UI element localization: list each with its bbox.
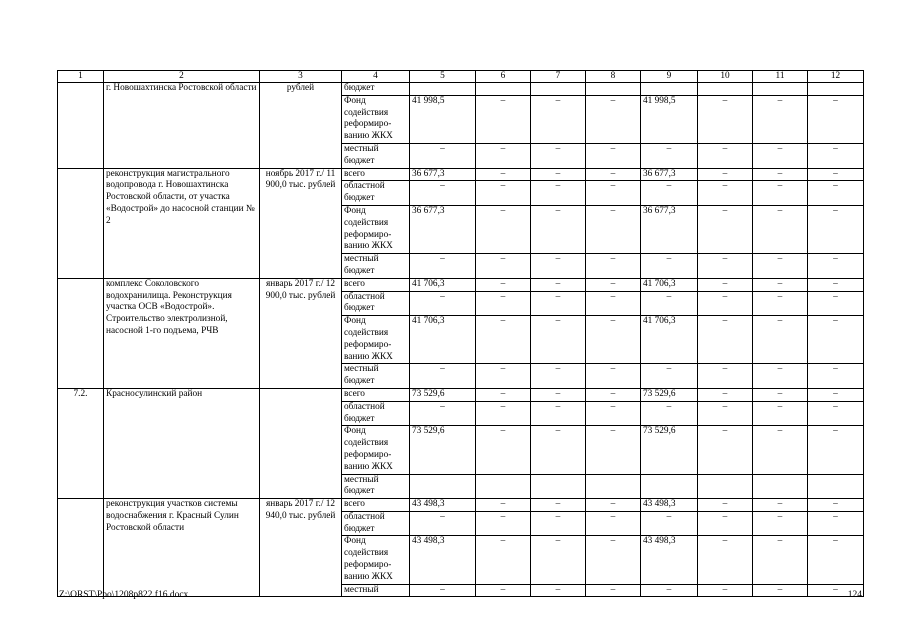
value-cell: –: [476, 511, 531, 536]
value-cell: –: [753, 168, 808, 181]
header-row: [58, 71, 864, 83]
value-cell: –: [476, 316, 531, 364]
value-cell: –: [808, 499, 864, 512]
value-cell: –: [698, 254, 753, 279]
value-cell: [641, 83, 698, 96]
term-cost-cell: ноябрь 2017 г./ 11 900,0 тыс. рублей: [260, 168, 342, 278]
value-cell: 43 498,3: [410, 536, 476, 584]
value-cell: –: [698, 291, 753, 316]
table-row: [58, 83, 864, 96]
funding-source-cell: местный бюджет: [342, 474, 410, 499]
term-cost-cell: январь 2017 г./ 12 940,0 тыс. рублей: [260, 499, 342, 597]
value-cell: –: [476, 401, 531, 426]
item-number-cell: 7.2.: [58, 388, 104, 498]
value-cell: [808, 83, 864, 96]
value-cell: 41 998,5: [641, 95, 698, 143]
value-cell: –: [531, 205, 586, 253]
value-cell: –: [531, 168, 586, 181]
column-header: 2: [104, 71, 260, 83]
value-cell: –: [753, 584, 808, 597]
value-cell: –: [641, 401, 698, 426]
value-cell: –: [753, 316, 808, 364]
column-header: 1: [58, 71, 104, 83]
value-cell: 36 677,3: [410, 168, 476, 181]
value-cell: –: [531, 254, 586, 279]
value-cell: –: [753, 205, 808, 253]
value-cell: –: [698, 536, 753, 584]
value-cell: –: [410, 181, 476, 206]
item-number-cell: [58, 83, 104, 169]
value-cell: –: [586, 316, 641, 364]
funding-source-cell: всего: [342, 499, 410, 512]
value-cell: –: [586, 584, 641, 597]
value-cell: –: [808, 278, 864, 291]
value-cell: [586, 474, 641, 499]
value-cell: –: [531, 426, 586, 474]
value-cell: [698, 83, 753, 96]
value-cell: [808, 474, 864, 499]
project-name-cell: реконструкция магистрального водопровода г. Новошахтинска Ростовской области, от участка «Водострой» до насосной станции № 2: [104, 168, 260, 278]
item-number-cell: [58, 278, 104, 388]
value-cell: –: [476, 584, 531, 597]
funding-source-cell: Фонд содействия реформиро-ванию ЖКХ: [342, 426, 410, 474]
value-cell: –: [476, 168, 531, 181]
value-cell: –: [586, 364, 641, 389]
value-cell: –: [476, 254, 531, 279]
value-cell: –: [476, 278, 531, 291]
value-cell: –: [586, 426, 641, 474]
value-cell: –: [641, 511, 698, 536]
value-cell: –: [753, 254, 808, 279]
value-cell: –: [531, 511, 586, 536]
value-cell: –: [410, 584, 476, 597]
value-cell: –: [808, 401, 864, 426]
project-name-cell: г. Новошахтинска Ростовской области: [104, 83, 260, 169]
value-cell: –: [641, 291, 698, 316]
value-cell: –: [808, 388, 864, 401]
value-cell: –: [531, 584, 586, 597]
value-cell: –: [586, 205, 641, 253]
value-cell: –: [586, 254, 641, 279]
value-cell: –: [410, 401, 476, 426]
value-cell: –: [753, 536, 808, 584]
value-cell: –: [476, 536, 531, 584]
funding-source-cell: всего: [342, 388, 410, 401]
project-name-cell: реконструкция участков системы водоснабжения г. Красный Сулин Ростовской области: [104, 499, 260, 597]
value-cell: –: [586, 536, 641, 584]
value-cell: [410, 474, 476, 499]
project-name-cell: комплекс Соколовского водохранилища. Реконструкция участка ОСВ «Водострой». Строительство электролизной, насосной 1-го подъема, РЧВ: [104, 278, 260, 388]
value-cell: –: [531, 278, 586, 291]
value-cell: –: [808, 426, 864, 474]
value-cell: –: [698, 499, 753, 512]
value-cell: –: [753, 426, 808, 474]
funding-source-cell: Фонд содействия реформиро-ванию ЖКХ: [342, 95, 410, 143]
column-header: 7: [531, 71, 586, 83]
value-cell: –: [698, 278, 753, 291]
value-cell: –: [476, 291, 531, 316]
funding-source-cell: всего: [342, 278, 410, 291]
funding-source-cell: местный: [342, 584, 410, 597]
value-cell: –: [586, 388, 641, 401]
column-header: 6: [476, 71, 531, 83]
term-cost-cell: январь 2017 г./ 12 900,0 тыс. рублей: [260, 278, 342, 388]
value-cell: –: [531, 291, 586, 316]
value-cell: [753, 474, 808, 499]
value-cell: –: [698, 205, 753, 253]
value-cell: 43 498,3: [641, 536, 698, 584]
value-cell: 36 677,3: [641, 205, 698, 253]
value-cell: –: [586, 511, 641, 536]
value-cell: –: [641, 181, 698, 206]
column-header: 5: [410, 71, 476, 83]
value-cell: 73 529,6: [641, 388, 698, 401]
value-cell: –: [531, 536, 586, 584]
value-cell: –: [586, 499, 641, 512]
value-cell: [476, 474, 531, 499]
funding-source-cell: Фонд содействия реформиро-ванию ЖКХ: [342, 316, 410, 364]
value-cell: –: [698, 143, 753, 168]
value-cell: –: [698, 511, 753, 536]
value-cell: –: [753, 278, 808, 291]
table-row: [58, 278, 864, 291]
value-cell: –: [410, 364, 476, 389]
funding-source-cell: областной бюджет: [342, 401, 410, 426]
value-cell: –: [531, 401, 586, 426]
value-cell: [641, 474, 698, 499]
value-cell: –: [586, 278, 641, 291]
term-cost-cell: [260, 388, 342, 498]
column-header: 9: [641, 71, 698, 83]
budget-table: [57, 70, 864, 597]
value-cell: –: [753, 401, 808, 426]
value-cell: –: [531, 364, 586, 389]
value-cell: –: [641, 143, 698, 168]
value-cell: [531, 83, 586, 96]
funding-source-cell: областной бюджет: [342, 511, 410, 536]
value-cell: –: [808, 143, 864, 168]
value-cell: –: [531, 388, 586, 401]
item-number-cell: [58, 168, 104, 278]
value-cell: –: [698, 388, 753, 401]
funding-source-cell: местный бюджет: [342, 254, 410, 279]
value-cell: –: [808, 364, 864, 389]
value-cell: –: [531, 499, 586, 512]
value-cell: –: [641, 254, 698, 279]
value-cell: [753, 83, 808, 96]
value-cell: [586, 83, 641, 96]
value-cell: –: [808, 536, 864, 584]
value-cell: 73 529,6: [410, 388, 476, 401]
value-cell: –: [808, 181, 864, 206]
value-cell: –: [476, 388, 531, 401]
value-cell: [476, 83, 531, 96]
item-number-cell: [58, 499, 104, 597]
value-cell: –: [698, 316, 753, 364]
value-cell: 41 706,3: [410, 316, 476, 364]
value-cell: –: [753, 511, 808, 536]
value-cell: –: [410, 254, 476, 279]
value-cell: –: [808, 168, 864, 181]
column-header: 8: [586, 71, 641, 83]
column-header: 10: [698, 71, 753, 83]
value-cell: 36 677,3: [641, 168, 698, 181]
value-cell: –: [753, 388, 808, 401]
value-cell: –: [753, 291, 808, 316]
page-number: 124: [847, 590, 862, 600]
value-cell: –: [753, 95, 808, 143]
value-cell: –: [410, 291, 476, 316]
column-header: 12: [808, 71, 864, 83]
value-cell: –: [476, 364, 531, 389]
value-cell: –: [531, 143, 586, 168]
value-cell: 73 529,6: [410, 426, 476, 474]
value-cell: [410, 83, 476, 96]
value-cell: –: [808, 584, 864, 597]
value-cell: –: [808, 511, 864, 536]
value-cell: –: [476, 95, 531, 143]
value-cell: –: [641, 584, 698, 597]
value-cell: –: [753, 143, 808, 168]
value-cell: –: [531, 316, 586, 364]
footer-file-path: Z:\ORST\Ppo\1208p822.f16.docx: [59, 590, 189, 600]
value-cell: –: [586, 143, 641, 168]
value-cell: –: [753, 364, 808, 389]
value-cell: –: [698, 364, 753, 389]
table-body: [58, 83, 864, 597]
value-cell: –: [586, 168, 641, 181]
value-cell: –: [698, 426, 753, 474]
value-cell: 41 706,3: [410, 278, 476, 291]
value-cell: –: [586, 181, 641, 206]
value-cell: –: [641, 364, 698, 389]
term-cost-cell: рублей: [260, 83, 342, 169]
value-cell: –: [531, 181, 586, 206]
value-cell: [531, 474, 586, 499]
value-cell: –: [476, 426, 531, 474]
value-cell: 73 529,6: [641, 426, 698, 474]
funding-source-cell: всего: [342, 168, 410, 181]
value-cell: –: [586, 401, 641, 426]
value-cell: –: [698, 181, 753, 206]
funding-source-cell: Фонд содействия реформиро-ванию ЖКХ: [342, 536, 410, 584]
value-cell: –: [698, 584, 753, 597]
table-header: [58, 71, 864, 83]
value-cell: –: [586, 291, 641, 316]
value-cell: –: [698, 168, 753, 181]
value-cell: –: [698, 401, 753, 426]
value-cell: 36 677,3: [410, 205, 476, 253]
value-cell: –: [753, 181, 808, 206]
funding-source-cell: бюджет: [342, 83, 410, 96]
table-row: [58, 388, 864, 401]
value-cell: –: [808, 95, 864, 143]
value-cell: –: [753, 499, 808, 512]
value-cell: –: [410, 143, 476, 168]
value-cell: –: [808, 254, 864, 279]
table-row: [58, 499, 864, 512]
funding-source-cell: местный бюджет: [342, 143, 410, 168]
column-header: 11: [753, 71, 808, 83]
value-cell: –: [476, 499, 531, 512]
value-cell: –: [410, 511, 476, 536]
value-cell: 43 498,3: [410, 499, 476, 512]
value-cell: –: [808, 316, 864, 364]
value-cell: –: [586, 95, 641, 143]
value-cell: 41 706,3: [641, 278, 698, 291]
value-cell: 41 998,5: [410, 95, 476, 143]
value-cell: –: [698, 95, 753, 143]
column-header: 3: [260, 71, 342, 83]
funding-source-cell: Фонд содействия реформиро-ванию ЖКХ: [342, 205, 410, 253]
value-cell: [698, 474, 753, 499]
value-cell: –: [531, 95, 586, 143]
value-cell: –: [808, 291, 864, 316]
funding-source-cell: областной бюджет: [342, 291, 410, 316]
column-header: 4: [342, 71, 410, 83]
funding-source-cell: областной бюджет: [342, 181, 410, 206]
funding-source-cell: местный бюджет: [342, 364, 410, 389]
table-row: [58, 168, 864, 181]
project-name-cell: Красносулинский район: [104, 388, 260, 498]
value-cell: –: [476, 205, 531, 253]
value-cell: –: [808, 205, 864, 253]
value-cell: –: [476, 143, 531, 168]
value-cell: 41 706,3: [641, 316, 698, 364]
value-cell: –: [476, 181, 531, 206]
value-cell: 43 498,3: [641, 499, 698, 512]
